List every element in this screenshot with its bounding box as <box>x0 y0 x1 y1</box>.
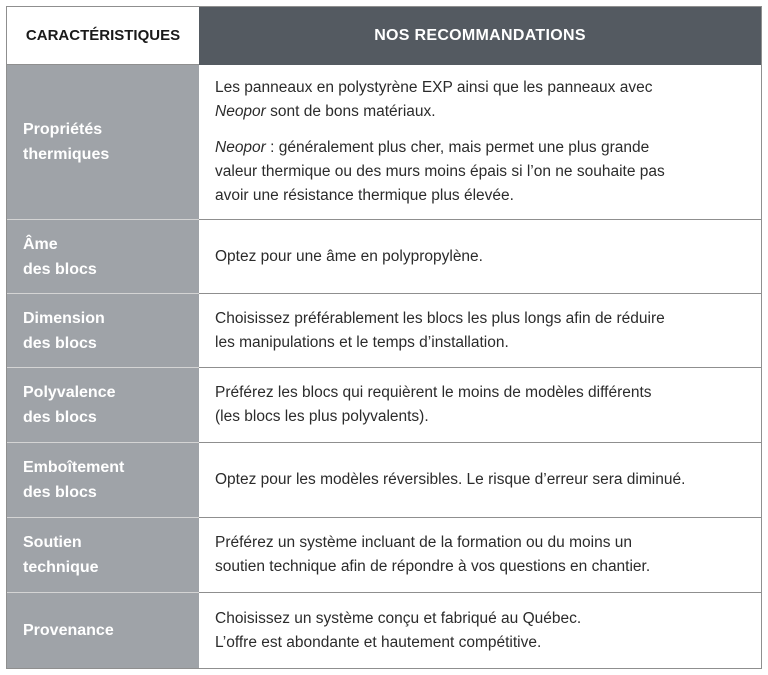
row-label-block-core <box>7 220 199 294</box>
recommendation-block-versatility <box>199 368 761 443</box>
header-recommendations: NOS RECOMMANDATIONS <box>199 7 761 65</box>
recommendation-block-core <box>199 220 761 294</box>
text-line: L’offre est abondante et hautement compétitive. <box>215 633 542 651</box>
text-line: Optez pour une âme en polypropylène. <box>215 247 483 265</box>
text-line: (les blocs les plus polyvalents). <box>215 408 429 425</box>
row-label-line: des blocs <box>23 409 97 426</box>
recommendation-block-interlocking <box>199 443 761 518</box>
text-line: les manipulations et le temps d’installation. <box>215 333 509 351</box>
row-label-line: Polyvalence <box>23 384 116 401</box>
row-label-line: Dimension <box>23 309 105 327</box>
recommendation-origin <box>199 593 761 668</box>
text-fragment: : généralement plus cher, mais permet une plus grande <box>265 139 650 156</box>
row-label-line: des blocs <box>23 260 97 278</box>
recommendation-block-dimension <box>199 294 761 368</box>
row-label-line: des blocs <box>23 484 97 501</box>
row-label-line: des blocs <box>23 334 97 352</box>
text-line: Choisissez un système conçu et fabriqué au Québec. <box>215 609 582 627</box>
recommendation-paragraph <box>215 136 749 208</box>
row-label-technical-support <box>7 518 199 593</box>
row-label-block-interlocking <box>7 443 199 518</box>
neopor-term: Neopor <box>215 139 266 156</box>
text-line <box>215 136 749 160</box>
recommendations-table <box>6 6 762 669</box>
text-line: Les panneaux en polystyrène EXP ainsi que les panneaux avec <box>215 79 653 96</box>
row-label-origin <box>7 593 199 668</box>
row-label-thermal-properties <box>7 65 199 220</box>
row-label-line: Emboîtement <box>23 459 125 476</box>
recommendation-technical-support <box>199 518 761 593</box>
text-line <box>215 100 749 124</box>
row-label-block-versatility <box>7 368 199 443</box>
row-label-line: Propriétés <box>23 121 103 138</box>
header-characteristics: CARACTÉRISTIQUES <box>7 7 199 65</box>
recommendation-paragraph <box>215 76 749 124</box>
neopor-term: Neopor <box>215 103 266 120</box>
row-label-line: Âme <box>23 235 58 253</box>
recommendation-thermal-properties <box>199 65 761 220</box>
text-line: soutien technique afin de répondre à vos questions en chantier. <box>215 558 651 575</box>
row-label-line: technique <box>23 559 99 576</box>
text-line: avoir une résistance thermique plus élevée. <box>215 187 514 204</box>
row-label-line: Soutien <box>23 534 82 551</box>
text-line: Préférez un système incluant de la formation ou du moins un <box>215 534 633 551</box>
text-line: Préférez les blocs qui requièrent le moins de modèles différents <box>215 384 652 401</box>
text-line: Optez pour les modèles réversibles. Le risque d’erreur sera diminué. <box>215 471 686 488</box>
text-line: valeur thermique ou des murs moins épais si l’on ne souhaite pas <box>215 163 665 180</box>
text-line: Choisissez préférablement les blocs les plus longs afin de réduire <box>215 309 665 327</box>
row-label-line: thermiques <box>23 146 110 163</box>
row-label-line: Provenance <box>23 622 114 639</box>
row-label-block-dimension <box>7 294 199 368</box>
text-fragment: sont de bons matériaux. <box>265 103 436 120</box>
